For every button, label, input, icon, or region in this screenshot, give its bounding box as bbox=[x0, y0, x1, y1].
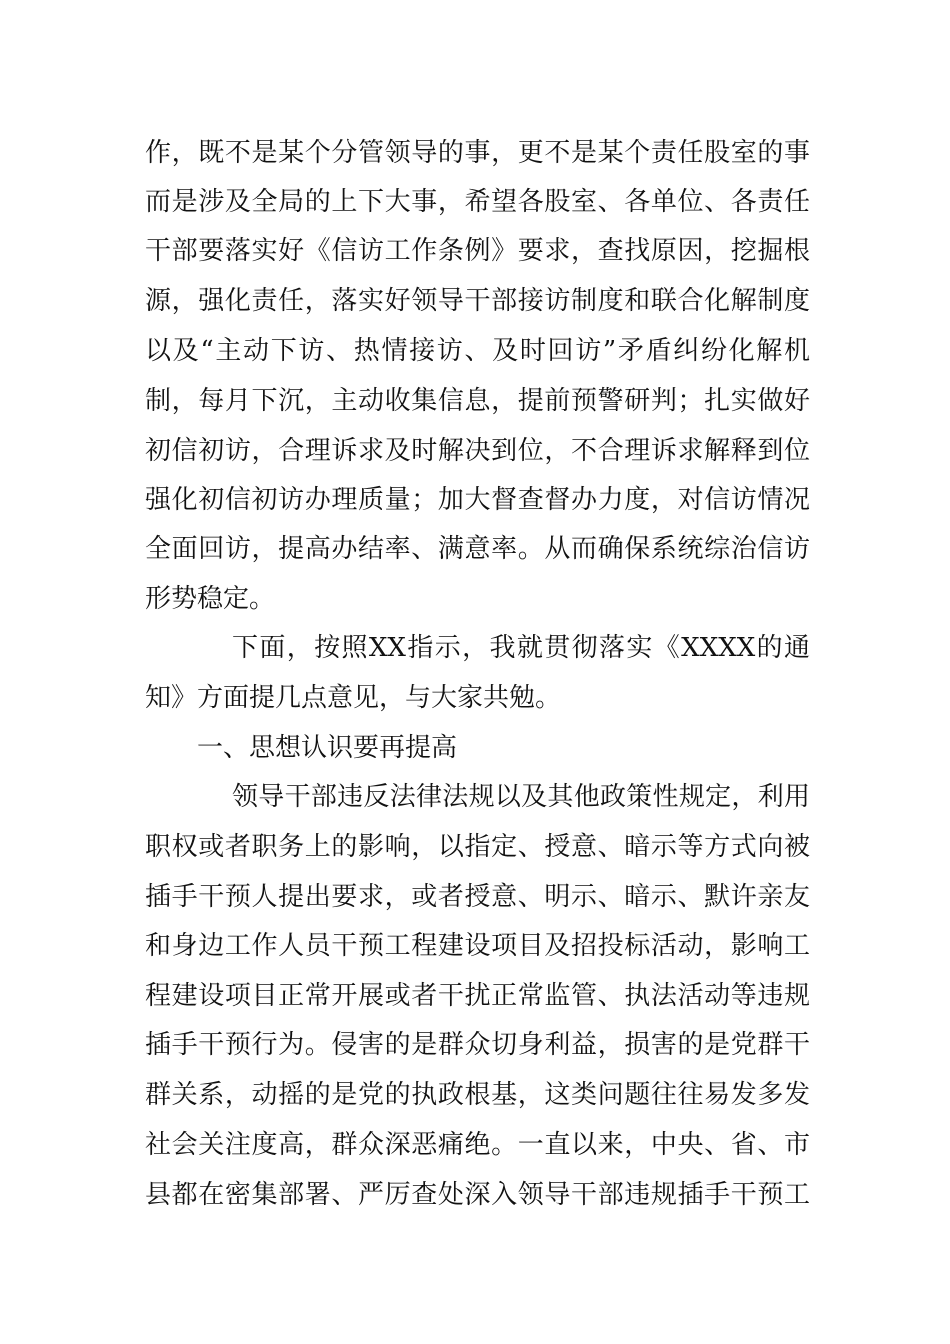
text-line: 程建设项目正常开展或者干扰正常监管、执法活动等违规 bbox=[145, 981, 810, 1011]
text-line: 下面，按照XX指示，我就贯彻落实《XXXX的通 bbox=[232, 633, 810, 663]
text-line: 形势稳定。 bbox=[145, 584, 276, 614]
text-line: 插手干预行为。侵害的是群众切身利益，损害的是党群干 bbox=[145, 1030, 810, 1060]
text-line: 领导干部违反法律法规以及其他政策性规定，利用 bbox=[232, 782, 810, 812]
text-line: 插手干预人提出要求，或者授意、明示、暗示、默许亲友 bbox=[145, 882, 810, 912]
text-line: 职权或者职务上的影响，以指定、授意、暗示等方式向被 bbox=[145, 832, 810, 862]
text-line: 初信初访，合理诉求及时解决到位，不合理诉求解释到位 bbox=[145, 436, 810, 466]
text-line: 强化初信初访办理质量；加大督查督办力度，对信访情况 bbox=[145, 485, 810, 515]
section-heading: 一、思想认识要再提高 bbox=[197, 733, 458, 763]
text-line: 和身边工作人员干预工程建设项目及招投标活动，影响工 bbox=[145, 931, 810, 961]
text-line: 全面回访，提高办结率、满意率。从而确保系统综治信访 bbox=[145, 534, 810, 564]
text-line: 制，每月下沉，主动收集信息，提前预警研判；扎实做好 bbox=[145, 386, 810, 416]
text-line: 源，强化责任，落实好领导干部接访制度和联合化解制度 bbox=[145, 286, 810, 316]
text-line: 知》方面提几点意见，与大家共勉。 bbox=[145, 683, 562, 713]
text-line: 县都在密集部署、严厉查处深入领导干部违规插手干预工 bbox=[145, 1180, 810, 1210]
text-line: 群关系，动摇的是党的执政根基，这类问题往往易发多发 bbox=[145, 1080, 810, 1110]
text-line: 作，既不是某个分管领导的事，更不是某个责任股室的事 bbox=[145, 138, 810, 168]
text-line: 以及“主动下访、热情接访、及时回访”矛盾纠纷化解机 bbox=[145, 336, 810, 366]
text-line: 社会关注度高，群众深恶痛绝。一直以来，中央、省、市 bbox=[145, 1130, 810, 1160]
text-line: 干部要落实好《信访工作条例》要求，查找原因，挖掘根 bbox=[145, 236, 810, 266]
text-line: 而是涉及全局的上下大事，希望各股室、各单位、各责任 bbox=[145, 187, 810, 217]
